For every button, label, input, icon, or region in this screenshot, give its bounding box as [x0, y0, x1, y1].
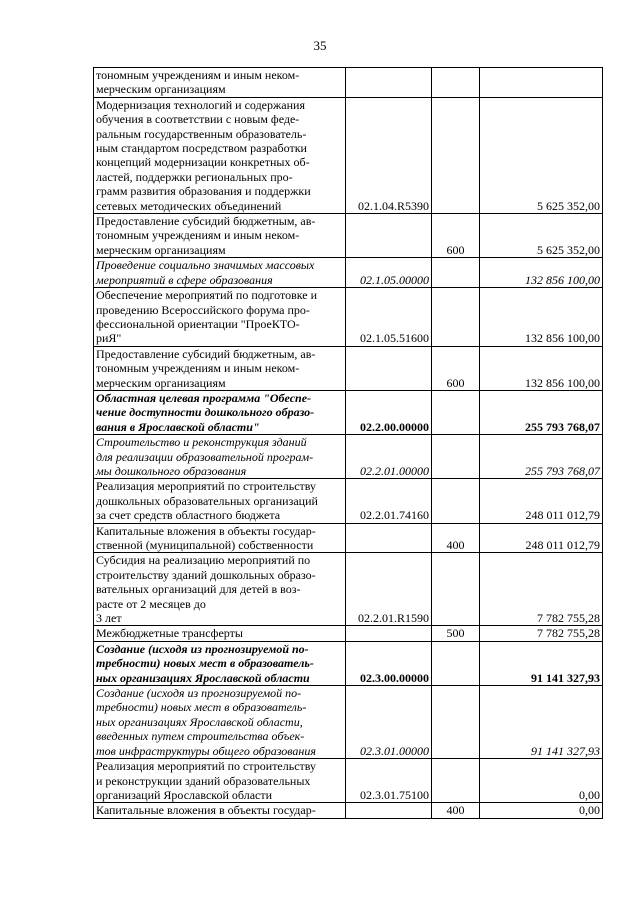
row-type-cell [432, 97, 480, 213]
row-code-cell [346, 626, 432, 641]
row-name-line: Предоставление субсидий бюджетным, ав- [96, 214, 316, 229]
row-sum-cell: 0,00 [480, 759, 603, 803]
row-type-cell [432, 68, 480, 98]
table-row [94, 553, 603, 626]
row-name-cell [94, 641, 346, 685]
row-type-cell [432, 641, 480, 685]
row-name-line: дошкольных образовательных организаций [96, 493, 318, 508]
row-sum-cell: 132 856 100,00 [480, 288, 603, 347]
row-name-cell [94, 288, 346, 347]
table-row [94, 346, 603, 390]
row-sum-cell: 0,00 [480, 803, 603, 818]
row-name-line: требности) новых мест в образователь- [96, 700, 307, 715]
row-name-line: ластей, поддержки региональных про- [96, 169, 293, 184]
row-name-line: организаций Ярославской области [96, 787, 273, 802]
row-type-cell [432, 553, 480, 626]
row-name-line: мероприятий в сфере образования [96, 272, 273, 287]
row-code-cell: 02.1.05.51600 [346, 288, 432, 347]
row-name-cell [94, 686, 346, 759]
row-code-cell: 02.2.01.R1590 [346, 553, 432, 626]
row-name-line: мерческим организациям [96, 375, 226, 390]
row-sum-cell: 5 625 352,00 [480, 97, 603, 213]
row-name-line: мерческим организациям [96, 82, 226, 97]
row-code-cell [346, 68, 432, 98]
row-sum-cell: 132 856 100,00 [480, 346, 603, 390]
table-row [94, 288, 603, 347]
row-name-line: Межбюджетные трансферты [96, 626, 243, 641]
row-sum-cell: 91 141 327,93 [480, 686, 603, 759]
row-name-line: концепций модернизации конкретных об- [96, 155, 310, 170]
row-name-line: для реализации образовательной програм- [96, 449, 314, 464]
row-code-cell: 02.2.01.00000 [346, 435, 432, 479]
row-type-cell: 400 [432, 803, 480, 818]
row-code-cell [346, 803, 432, 818]
row-type-cell: 600 [432, 346, 480, 390]
row-name-line: требности) новых мест в образователь- [96, 656, 314, 671]
row-name-line: Модернизация технологий и содержания [96, 97, 305, 112]
row-name-cell [94, 435, 346, 479]
row-name-line: мерческим организациям [96, 242, 226, 257]
row-name-line: за счет средств областного бюджета [96, 508, 281, 523]
row-name-line: тономным учреждениям и иным неком- [96, 361, 300, 376]
row-name-line: Реализация мероприятий по строительству [96, 479, 317, 494]
row-name-cell [94, 803, 346, 818]
row-name-cell [94, 346, 346, 390]
row-type-cell [432, 258, 480, 288]
page-number: 35 [313, 38, 327, 53]
row-name-line: Субсидия на реализацию мероприятий по [96, 553, 311, 568]
row-name-line: риЯ" [96, 331, 122, 346]
row-type-cell: 400 [432, 523, 480, 553]
row-name-line: ных организациях Ярославской области, [96, 714, 303, 729]
row-sum-cell: 7 782 755,28 [480, 626, 603, 641]
row-name-cell [94, 97, 346, 213]
row-type-cell: 500 [432, 626, 480, 641]
row-name-line: мы дошкольного образования [96, 463, 247, 478]
row-name-line: Предоставление субсидий бюджетным, ав- [96, 346, 316, 361]
row-name-cell [94, 390, 346, 434]
row-code-cell: 02.1.04.R5390 [346, 97, 432, 213]
row-name-line: Капитальные вложения в объекты государ- [96, 803, 316, 818]
row-name-cell [94, 626, 346, 641]
row-name-cell [94, 759, 346, 803]
row-code-cell: 02.2.01.74160 [346, 479, 432, 523]
row-name-cell [94, 214, 346, 258]
table-row [94, 523, 603, 553]
row-name-line: Создание (исходя из прогнозируемой по- [96, 641, 309, 656]
row-name-line: ственной (муниципальной) собственности [96, 538, 314, 552]
row-name-line: фессиональной ориентации "ПроеКТО- [96, 316, 300, 331]
table-row [94, 686, 603, 759]
row-name-line: и реконструкции зданий образовательных [96, 773, 311, 788]
row-name-line: вательных организаций для детей в воз- [96, 582, 301, 597]
row-name-line: Реализация мероприятий по строительству [96, 759, 317, 774]
row-sum-cell: 132 856 100,00 [480, 258, 603, 288]
table-row [94, 214, 603, 258]
row-name-line: грамм развития образования и поддержки [96, 184, 311, 199]
row-sum-cell [480, 68, 603, 98]
row-name-cell [94, 258, 346, 288]
row-name-cell [94, 479, 346, 523]
row-name-line: ных организациях Ярославской области [96, 670, 310, 685]
row-type-cell [432, 288, 480, 347]
row-name-line: Создание (исходя из прогнозируемой по- [96, 686, 302, 701]
row-name-line: введенных путем строительства объек- [96, 729, 305, 744]
row-sum-cell: 248 011 012,79 [480, 479, 603, 523]
row-type-cell: 600 [432, 214, 480, 258]
row-name-line: обучения в соответствии с новым феде- [96, 112, 300, 127]
budget-table [93, 67, 603, 819]
row-sum-cell: 255 793 768,07 [480, 390, 603, 434]
row-name-line: строительству зданий дошкольных образо- [96, 567, 316, 582]
table-row [94, 803, 603, 818]
row-name-line: чение доступности дошкольного образо- [96, 405, 315, 420]
budget-table-body [94, 68, 603, 819]
row-name-line: Строительство и реконструкция зданий [96, 435, 307, 450]
table-row [94, 68, 603, 98]
row-code-cell [346, 214, 432, 258]
row-name-line: сетевых методических объединений [96, 198, 282, 213]
table-row [94, 258, 603, 288]
row-code-cell: 02.1.05.00000 [346, 258, 432, 288]
row-code-cell: 02.3.01.00000 [346, 686, 432, 759]
row-name-line: тов инфраструктуры общего образования [96, 743, 316, 758]
table-row [94, 626, 603, 641]
row-name-line: расте от 2 месяцев до [96, 596, 206, 611]
row-name-line: вания в Ярославской области" [96, 419, 260, 434]
row-name-line: Проведение социально значимых массовых [96, 258, 315, 273]
row-name-line: ным стандартом посредством разработки [96, 141, 307, 156]
row-code-cell: 02.3.01.75100 [346, 759, 432, 803]
row-type-cell [432, 686, 480, 759]
row-code-cell: 02.3.00.00000 [346, 641, 432, 685]
table-row [94, 435, 603, 479]
row-name-cell [94, 68, 346, 98]
table-row [94, 479, 603, 523]
row-type-cell [432, 435, 480, 479]
row-type-cell [432, 479, 480, 523]
row-type-cell [432, 390, 480, 434]
row-name-cell [94, 553, 346, 626]
row-name-line: тономным учреждениям и иным неком- [96, 68, 300, 82]
row-name-line: тономным учреждениям и иным неком- [96, 228, 300, 243]
table-row [94, 390, 603, 434]
row-sum-cell: 5 625 352,00 [480, 214, 603, 258]
row-code-cell [346, 523, 432, 553]
row-sum-cell: 248 011 012,79 [480, 523, 603, 553]
row-name-cell [94, 523, 346, 553]
row-name-line: Капитальные вложения в объекты государ- [96, 523, 316, 538]
row-name-line: проведению Всероссийского форума про- [96, 302, 310, 317]
row-sum-cell: 7 782 755,28 [480, 553, 603, 626]
row-name-line: Обеспечение мероприятий по подготовке и [96, 288, 318, 303]
row-sum-cell: 91 141 327,93 [480, 641, 603, 685]
row-name-line: ральным государственным образователь- [96, 126, 307, 141]
row-name-line: Областная целевая программа "Обеспе- [96, 390, 312, 405]
table-row [94, 641, 603, 685]
table-row [94, 97, 603, 213]
table-row [94, 759, 603, 803]
row-code-cell [346, 346, 432, 390]
row-name-line: 3 лет [96, 611, 122, 626]
row-sum-cell: 255 793 768,07 [480, 435, 603, 479]
row-code-cell: 02.2.00.00000 [346, 390, 432, 434]
row-type-cell [432, 759, 480, 803]
